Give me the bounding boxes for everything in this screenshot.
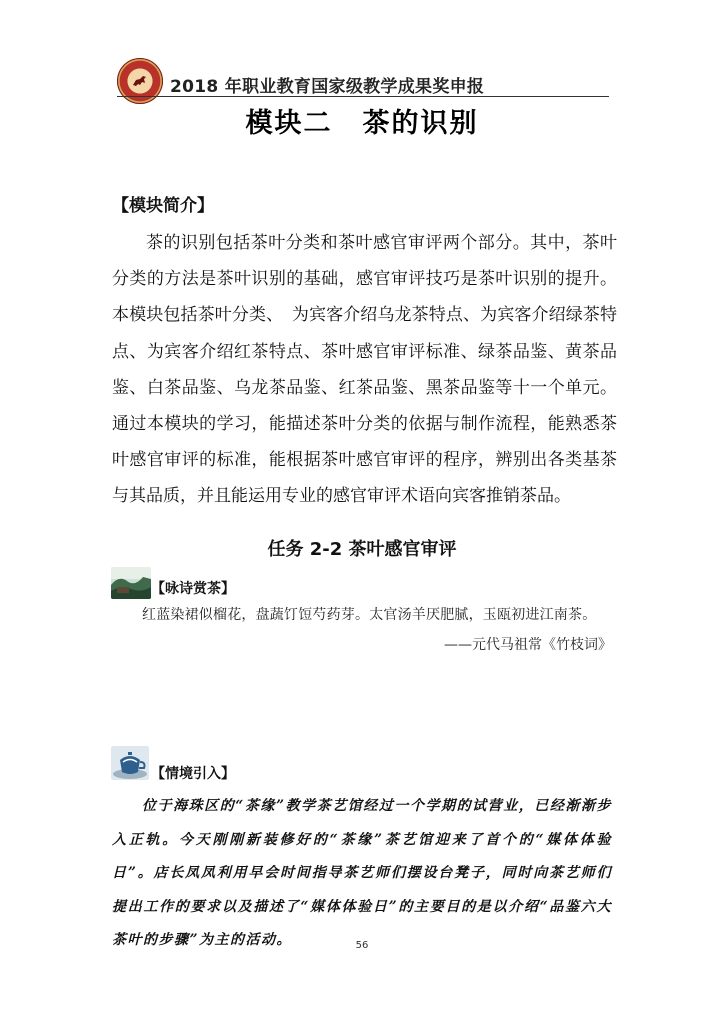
scene-label: 【情境引入】 (151, 766, 235, 782)
poem-line: 红蓝染裙似榴花，盘蔬饤饾芍药芽。太官汤羊厌肥腻，玉瓯初进江南茶。 (142, 607, 597, 623)
header-divider (117, 96, 609, 97)
intro-body (112, 225, 617, 515)
award-seal-icon (117, 58, 163, 104)
module-name: 茶的识别 (362, 108, 479, 139)
intro-heading: 【模块简介】 (112, 196, 214, 216)
horse-emblem-icon (131, 72, 149, 90)
module-title (0, 101, 724, 140)
poem-credit: ——元代马祖常《竹枝词》 (444, 637, 612, 653)
module-number: 模块二 (245, 108, 333, 139)
scene-paragraph: 位于海珠区的“茶缘”教学茶艺馆经过一个学期的试营业，已经渐渐步入正轨。今天刚刚新装修好的“茶缘”茶艺馆迎来了首个的“媒体体验日”。店长凤凤利用早会时间指导茶艺师们摆设台凳子，同时向茶艺师们提出工作的要求以及描述了“媒体体验日”的主要目的是以介绍“品鉴六大茶叶的步骤”为主的活动。 (112, 798, 612, 948)
tea-set-photo-icon (111, 746, 149, 780)
task-title: 任务 2-2 茶叶感官审评 (267, 539, 457, 560)
landscape-photo-icon (111, 567, 151, 599)
poem-label: 【咏诗赏茶】 (151, 581, 235, 597)
document-header: 2018 年职业教育国家级教学成果奖申报 (170, 77, 485, 97)
scene-body (112, 790, 612, 958)
intro-paragraph: 茶的识别包括茶叶分类和茶叶感官审评两个部分。其中，茶叶分类的方法是茶叶识别的基础，感官审评技巧是茶叶识别的提升。本模块包括茶叶分类、 为宾客介绍乌龙茶特点、为宾客介绍绿茶特点、为宾客介绍红茶特点、茶叶感官审评标准、绿茶品鉴、黄茶品鉴、白茶品鉴、乌龙茶品鉴、红茶品鉴、黑茶品鉴等十一个单元。通过本模块的学习，能描述茶叶分类的依据与制作流程，能熟悉茶叶感官审评的标准，能根据茶叶感官审评的程序，辨别出各类基茶与其品质，并且能运用专业的感官审评术语向宾客推销茶品。 (112, 233, 617, 507)
page-number: 56 (355, 940, 369, 951)
